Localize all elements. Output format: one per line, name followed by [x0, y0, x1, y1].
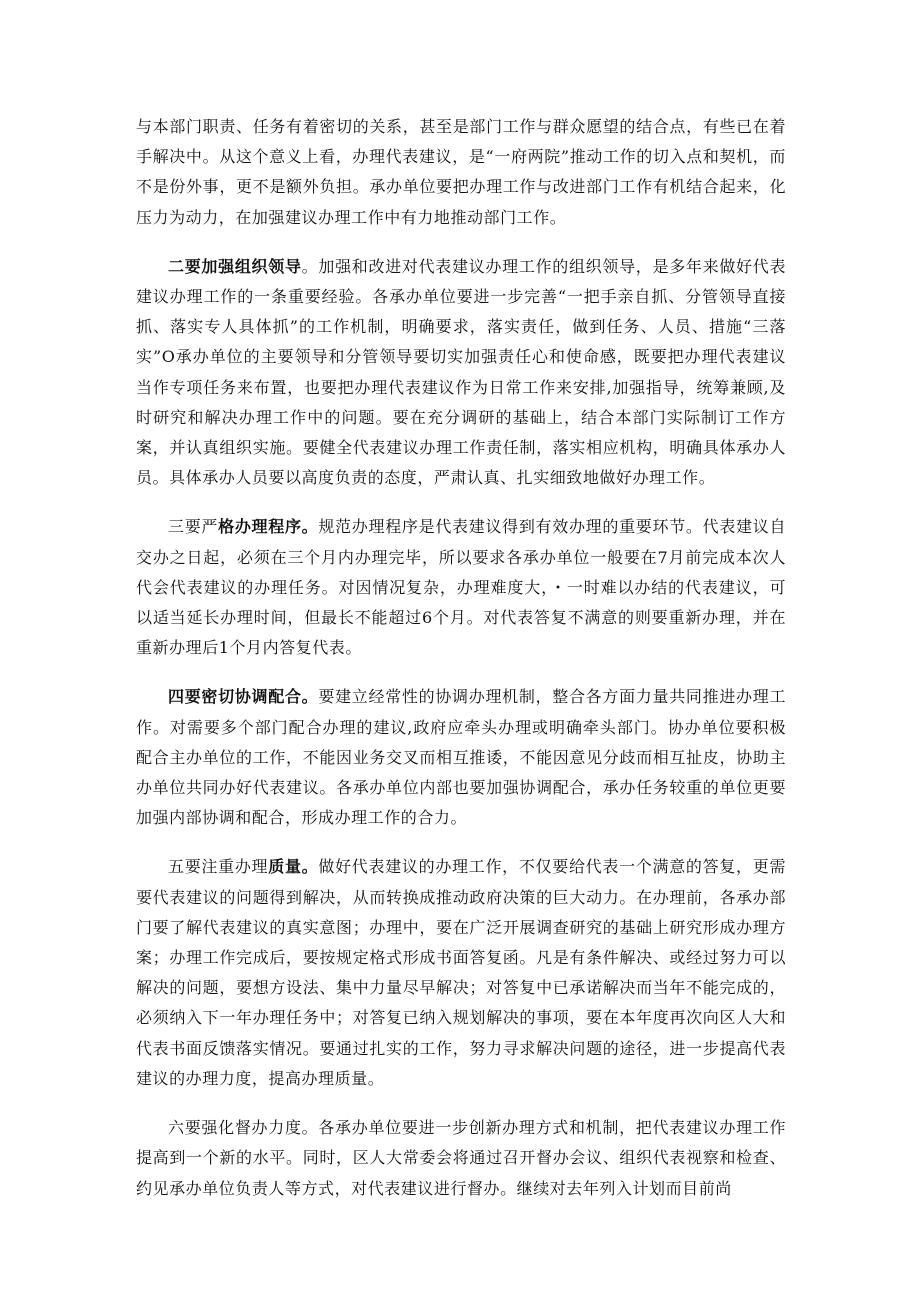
paragraph-3: [136, 512, 786, 663]
paragraph-5-text: 做好代表建议的办理工作，不仅要给代表一个满意的答复，更需要代表建议的问题得到解决，从而转换成推动政府决策的巨大动力。在办理前，各承办部门要了解代表建议的真实意图；办理中，要在广泛开展调查研究的基础上研究形成办理方案；办理工作完成后，要按规定格式形成书面答复函。凡是有条件解决、或经过努力可以解决的问题，要想方设法、集中力量尽早解决；对答复中已承诺解决而当年不能完成的，必须纳入下一年办理任务中；对答复已纳入规划解决的事项，要在本年度再次向区人大和代表书面反馈落实情况。要通过扎实的工作，努力寻求解决问题的途径，进一步提高代表建议的办理力度，提高办理质量。: [136, 857, 786, 1088]
paragraph-6-heading: 六要强化督办力度。: [168, 1118, 319, 1138]
paragraph-1: [136, 112, 786, 233]
paragraph-1-text: 与本部门职责、任务有着密切的关系，甚至是部门工作与群众愿望的结合点，有些已在着手解决中。从这个意义上看，办理代表建议，是“一府两院”推动工作的切入点和契机，而不是份外事，更不是额外负担。承办单位要把办理工作与改进部门工作有机结合起来，化压力为动力，在加强建议办理工作中有力地推动部门工作。: [136, 117, 786, 227]
paragraph-5-heading-end: 质量。: [268, 857, 319, 877]
paragraph-4-text: 要建立经常性的协调办理机制，整合各方面力量共同推进办理工作。对需要多个部门配合办理的建议,政府应牵头办理或明确牵头部门。协办单位要积极配合主办单位的工作，不能因业务交叉而相互推诿，不能因意见分歧而相互扯皮，协助主办单位共同办好代表建议。各承办单位内部也要加强协调配合，承办任务较重的单位更要加强内部协调和配合，形成办理工作的合力。: [136, 687, 787, 828]
paragraph-2: [136, 252, 786, 494]
paragraph-6-text: 各承办单位要进一步创新办理方式和机制，把代表建议办理工作提高到一个新的水平。同时，区人大常委会将通过召开督办会议、组织代表视察和检查、约见承办单位负责人等方式，对代表建议进行督办。继续对去年列入计划而目前尚: [136, 1118, 787, 1198]
paragraph-3-heading-end: 格办理程序。: [218, 517, 319, 537]
paragraph-5-heading-start: 五要注重办理: [168, 857, 269, 877]
paragraph-4-heading: 四要密切协调配合。: [168, 687, 319, 707]
paragraph-2-text: 。加强和改进对代表建议办理工作的组织领导，是多年来做好代表建议办理工作的一条重要经验。各承办单位要进一步完善“一把手亲自抓、分管领导直接抓、落实专人具体抓”的工作机制，明确要求，落实责任，做到任务、人员、措施“三落实”O承办单位的主要领导和分管领导要切实加强责任心和使命感，既要把办理代表建议当作专项任务来布置，也要把办理代表建议作为日常工作来安排,加强指导，统筹兼顾,及时研究和解决办理工作中的问题。要在充分调研的基础上，结合本部门实际制订工作方案，并认真组织实施。要健全代表建议办理工作责任制，落实相应机构，明确具体承办人员。具体承办人员要以高度负责的态度，严肃认真、扎实细致地做好办理工作。: [136, 256, 786, 488]
paragraph-3-text: 规范办理程序是代表建议得到有效办理的重要环节。代表建议自交办之日起，必须在三个月内办理完毕，所以要求各承办单位一般要在7月前完成本次人代会代表建议的办理任务。对因情况复杂，办理难度大，・一时难以办结的代表建议，可以适当延长办理时间，但最长不能超过6个月。对代表答复不满意的则要重新办理，并在重新办理后1个月内答复代表。: [136, 517, 786, 658]
paragraph-4: [136, 682, 786, 833]
paragraph-5: [136, 852, 786, 1094]
paragraph-6: [136, 1113, 786, 1204]
paragraph-3-heading-start: 三要严: [168, 517, 219, 537]
document-body: [136, 112, 786, 1223]
paragraph-2-heading: 二要加强组织领导: [168, 256, 302, 276]
